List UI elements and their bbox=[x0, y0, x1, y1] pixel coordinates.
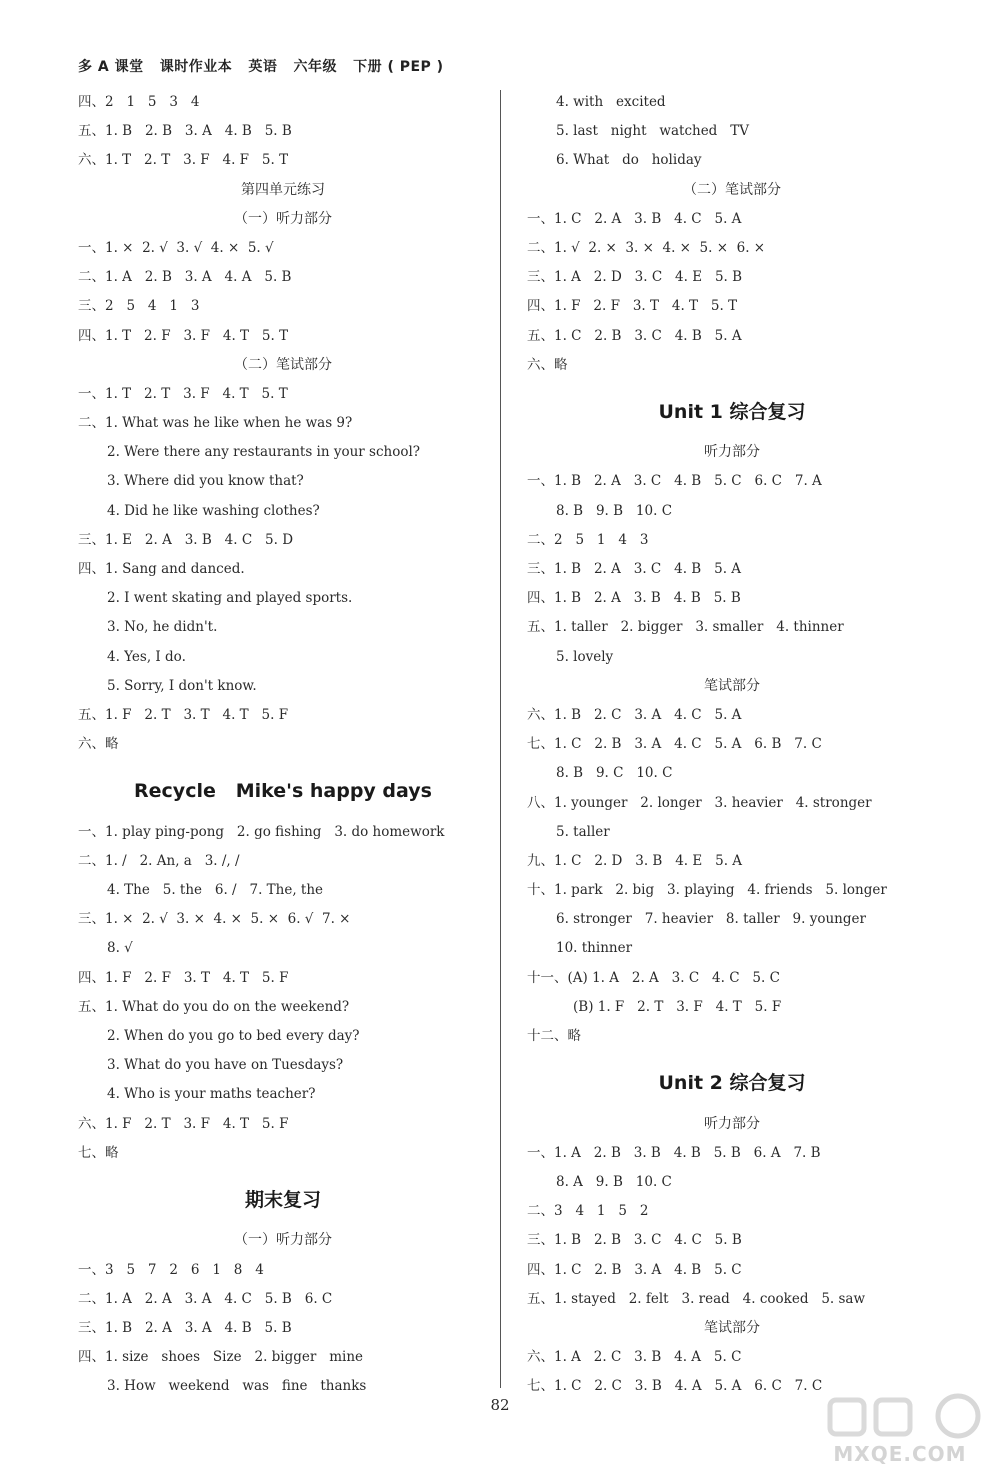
answer-line: 3. Where did you know that? bbox=[107, 473, 304, 490]
answer-line: 四、1. C 2. B 3. A 4. B 5. C bbox=[527, 1261, 742, 1278]
answer-column-right bbox=[527, 88, 937, 1401]
answer-line: 二、2 5 1 4 3 bbox=[527, 531, 649, 548]
answer-line: 十一、(A) 1. A 2. A 3. C 4. C 5. C bbox=[527, 969, 780, 986]
answer-line: 十二、略 bbox=[527, 1028, 581, 1045]
answer-line: 二、1. What was he like when he was 9? bbox=[78, 415, 353, 432]
section-heading: Unit 1 综合复习 bbox=[658, 400, 806, 423]
answer-line: 九、1. C 2. D 3. B 4. E 5. A bbox=[527, 852, 743, 869]
answer-line: 4. with excited bbox=[556, 94, 666, 110]
answer-line: 二、1. √ 2. × 3. × 4. × 5. × 6. × bbox=[527, 239, 766, 256]
page-number: 82 bbox=[490, 1396, 510, 1414]
answer-line: 四、1. Sang and danced. bbox=[78, 561, 245, 577]
answer-line: 三、2 5 4 1 3 bbox=[78, 298, 200, 315]
answer-line: 三、1. B 2. A 3. A 4. B 5. B bbox=[78, 1319, 292, 1336]
section-heading: Recycle Mike's happy days bbox=[134, 780, 432, 803]
section-subheading: 听力部分 bbox=[704, 444, 760, 461]
answer-line: 四、1. F 2. F 3. T 4. T 5. T bbox=[527, 298, 738, 315]
answer-line: 2. Were there any restaurants in your school? bbox=[107, 444, 421, 461]
answer-line: 4. Who is your maths teacher? bbox=[107, 1086, 316, 1103]
watermark-url: MXQE.COM bbox=[833, 1442, 967, 1466]
answer-line: 8. B 9. C 10. C bbox=[556, 765, 673, 782]
answer-line: 二、1. / 2. An, a 3. /, / bbox=[78, 852, 240, 869]
answer-line: 三、1. B 2. A 3. C 4. B 5. A bbox=[527, 561, 742, 578]
answer-line: 6. stronger 7. heavier 8. taller 9. younger bbox=[556, 911, 866, 928]
answer-line: 三、1. × 2. √ 3. × 4. × 5. × 6. √ 7. × bbox=[78, 911, 351, 928]
answer-line: 六、1. T 2. T 3. F 4. F 5. T bbox=[78, 152, 289, 169]
answer-line: 四、1. T 2. F 3. F 4. T 5. T bbox=[78, 327, 289, 344]
answer-line: 一、1. play ping-pong 2. go fishing 3. do homework bbox=[78, 823, 445, 840]
answer-line: 五、1. stayed 2. felt 3. read 4. cooked 5. saw bbox=[527, 1290, 866, 1307]
answer-line: 四、1. B 2. A 3. B 4. B 5. B bbox=[527, 590, 741, 607]
answer-line: 三、1. B 2. B 3. C 4. C 5. B bbox=[527, 1232, 742, 1249]
answer-line: 4. Did he like washing clothes? bbox=[107, 502, 320, 519]
answer-line: 一、3 5 7 2 6 1 8 4 bbox=[78, 1261, 264, 1278]
answer-line: 6. What do holiday bbox=[556, 152, 702, 169]
section-subheading: 笔试部分 bbox=[704, 677, 760, 694]
answer-line: 七、1. C 2. B 3. A 4. C 5. A 6. B 7. C bbox=[527, 736, 822, 753]
column-divider bbox=[500, 90, 501, 1388]
answer-line: 五、1. F 2. T 3. T 4. T 5. F bbox=[78, 706, 289, 723]
section-subheading: 笔试部分 bbox=[704, 1319, 760, 1336]
answer-line: 三、1. A 2. D 3. C 4. E 5. B bbox=[527, 269, 743, 286]
answer-line: 8. √ bbox=[107, 940, 133, 957]
section-subheading: （二）笔试部分 bbox=[683, 181, 781, 198]
answer-line: 六、1. A 2. C 3. B 4. A 5. C bbox=[527, 1349, 742, 1366]
answer-line: 四、1. F 2. F 3. T 4. T 5. F bbox=[78, 969, 289, 986]
watermark-graphic bbox=[810, 1392, 990, 1444]
answer-line: 四、2 1 5 3 4 bbox=[78, 94, 200, 110]
answer-line: 8. B 9. B 10. C bbox=[556, 502, 673, 519]
answer-line: 3. What do you have on Tuesdays? bbox=[107, 1057, 344, 1074]
answer-line: 一、1. A 2. B 3. B 4. B 5. B 6. A 7. B bbox=[527, 1144, 821, 1161]
answer-line: 一、1. C 2. A 3. B 4. C 5. A bbox=[527, 210, 742, 227]
answer-line: 五、1. What do you do on the weekend? bbox=[78, 998, 350, 1015]
answer-line: 五、1. B 2. B 3. A 4. B 5. B bbox=[78, 123, 292, 140]
answer-line: 二、1. A 2. B 3. A 4. A 5. B bbox=[78, 269, 292, 286]
section-subheading: （二）笔试部分 bbox=[234, 356, 332, 373]
answer-line: (B) 1. F 2. T 3. F 4. T 5. F bbox=[573, 998, 782, 1015]
answer-line: 一、1. T 2. T 3. F 4. T 5. T bbox=[78, 385, 288, 402]
answer-line: 五、1. taller 2. bigger 3. smaller 4. thinner bbox=[527, 619, 844, 636]
answer-line: 5. taller bbox=[556, 823, 610, 840]
answer-line: 3. How weekend was fine thanks bbox=[107, 1378, 367, 1395]
answer-line: 三、1. E 2. A 3. B 4. C 5. D bbox=[78, 531, 294, 548]
section-subheading: （一）听力部分 bbox=[234, 1232, 332, 1249]
answer-line: 8. A 9. B 10. C bbox=[556, 1173, 672, 1190]
answer-line: 六、略 bbox=[78, 736, 119, 753]
page-header: 多 A 课堂 课时作业本 英语 六年级 下册 ( PEP ) bbox=[78, 59, 444, 75]
answer-line: 2. When do you go to bed every day? bbox=[107, 1028, 360, 1045]
answer-line: 5. Sorry, I don't know. bbox=[107, 677, 257, 694]
section-heading: 期末复习 bbox=[244, 1188, 321, 1211]
answer-column-left bbox=[78, 88, 488, 1401]
answer-line: 六、略 bbox=[527, 356, 568, 373]
answer-line: 六、1. B 2. C 3. A 4. C 5. A bbox=[527, 706, 742, 723]
answer-line: 一、1. B 2. A 3. C 4. B 5. C 6. C 7. A bbox=[527, 473, 822, 490]
answer-line: 一、1. × 2. √ 3. √ 4. × 5. √ bbox=[78, 239, 274, 256]
answer-line: 二、3 4 1 5 2 bbox=[527, 1203, 649, 1220]
section-heading: Unit 2 综合复习 bbox=[658, 1072, 806, 1095]
answer-line: 4. The 5. the 6. / 7. The, the bbox=[107, 882, 324, 899]
answer-line: 七、略 bbox=[78, 1144, 119, 1161]
answer-line: 六、1. F 2. T 3. F 4. T 5. F bbox=[78, 1115, 289, 1132]
answer-line: 二、1. A 2. A 3. A 4. C 5. B 6. C bbox=[78, 1290, 333, 1307]
answer-line: 四、1. size shoes Size 2. bigger mine bbox=[78, 1349, 364, 1366]
answer-line: 4. Yes, I do. bbox=[107, 648, 186, 665]
answer-line: 3. No, he didn't. bbox=[107, 619, 218, 636]
section-subheading: 听力部分 bbox=[704, 1115, 760, 1132]
answer-line: 五、1. C 2. B 3. C 4. B 5. A bbox=[527, 327, 742, 344]
answer-line: 10. thinner bbox=[556, 940, 633, 957]
answer-line: 七、1. C 2. C 3. B 4. A 5. A 6. C 7. C bbox=[527, 1378, 823, 1395]
section-subheading: 第四单元练习 bbox=[241, 181, 325, 198]
watermark-logo bbox=[810, 1392, 990, 1468]
answer-line: 八、1. younger 2. longer 3. heavier 4. stronger bbox=[527, 794, 872, 811]
answer-line: 2. I went skating and played sports. bbox=[107, 590, 353, 607]
answer-line: 5. lovely bbox=[556, 648, 614, 665]
section-subheading: （一）听力部分 bbox=[234, 210, 332, 227]
answer-line: 5. last night watched TV bbox=[556, 123, 749, 140]
answer-line: 十、1. park 2. big 3. playing 4. friends 5. longer bbox=[527, 882, 887, 899]
